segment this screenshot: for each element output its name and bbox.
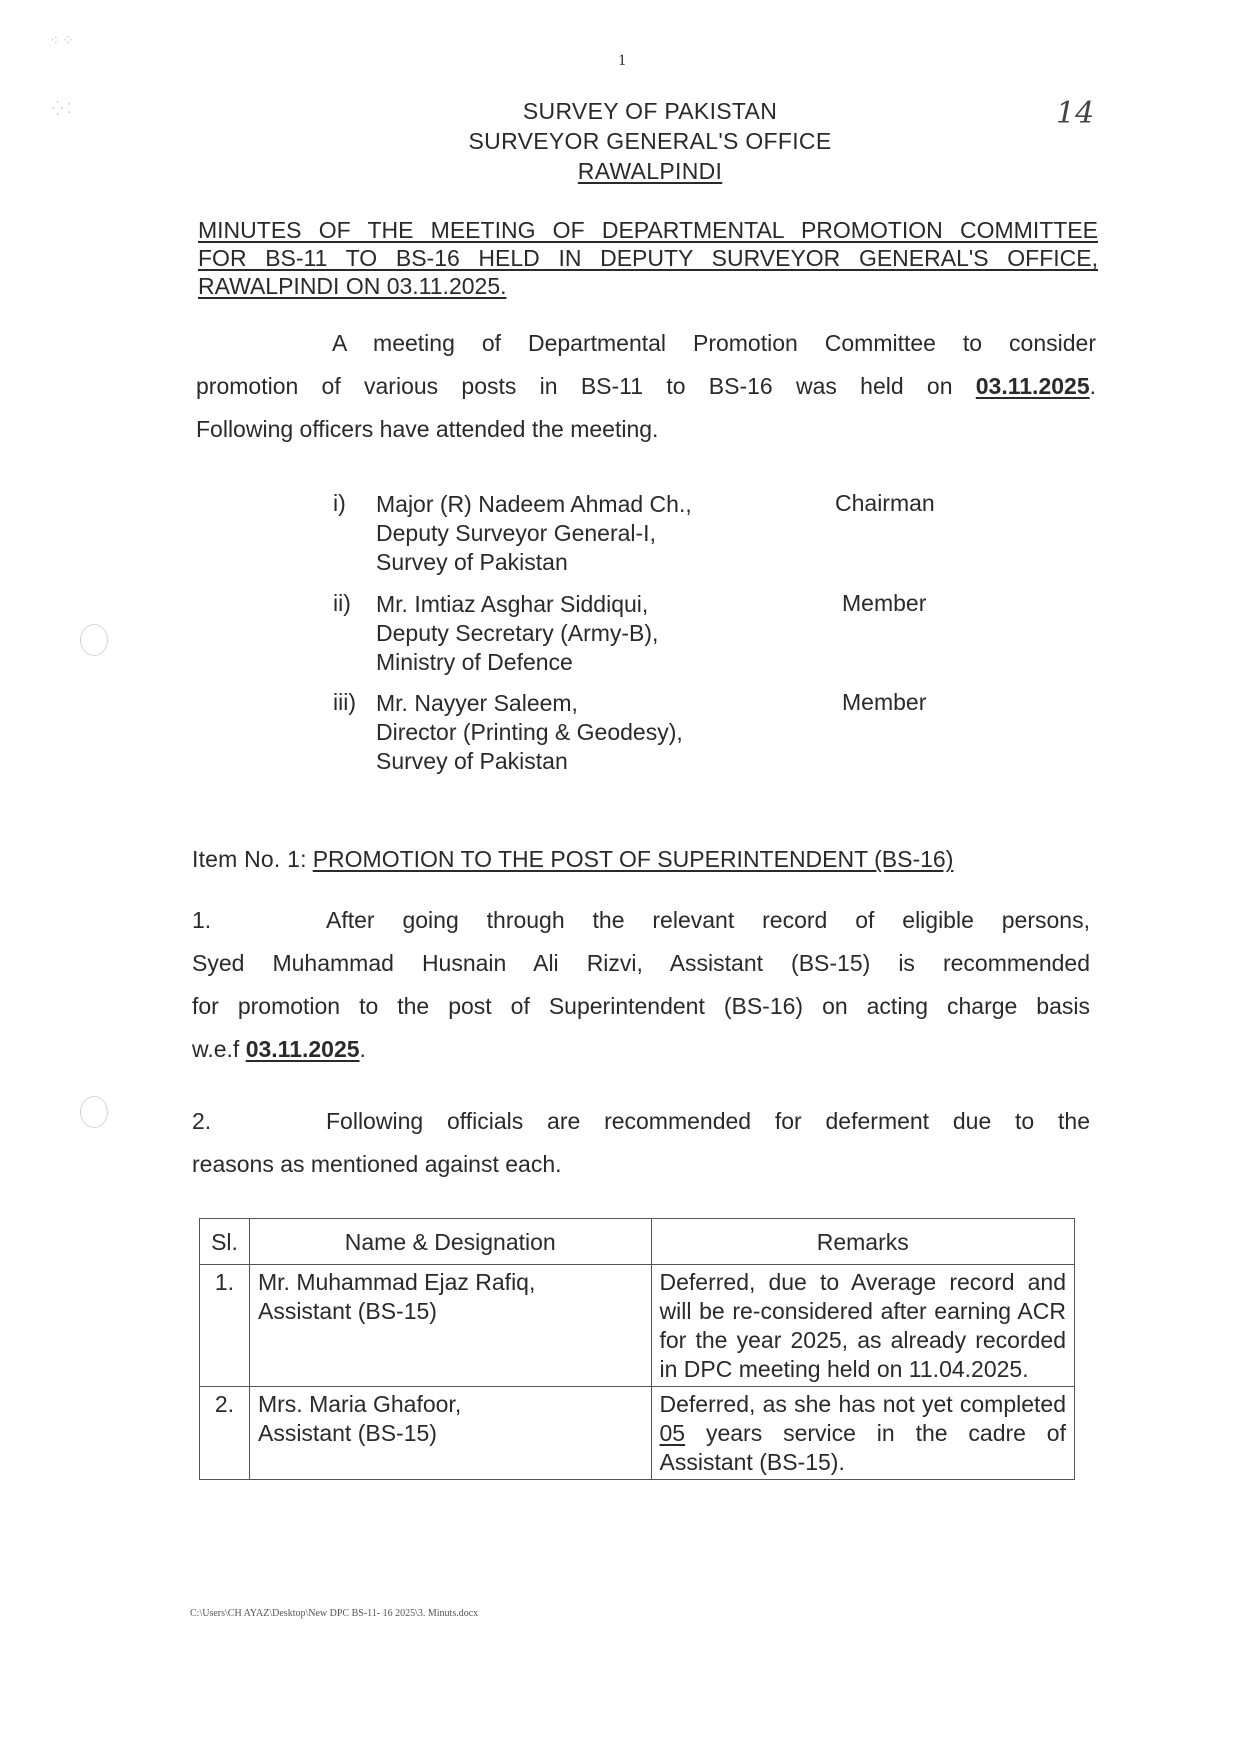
row-designation: Assistant (BS-15) <box>257 1298 437 1324</box>
row-remarks-text-end: years service in the cadre of Assistant (BS-15). <box>659 1420 1066 1475</box>
header-city <box>0 158 1244 185</box>
row-serial: 1. <box>200 1265 250 1387</box>
deferment-table <box>199 1218 1075 1480</box>
paragraph-2-number: 2. <box>192 1108 212 1134</box>
agenda-item-label: Item No. 1: <box>192 846 307 872</box>
title-line-2: FOR BS-11 TO BS-16 HELD IN DEPUTY SURVEYOR GENERAL'S OFFICE, <box>198 245 1098 271</box>
paragraph-1-number: 1. <box>192 907 212 933</box>
member-name: Mr. Nayyer Saleem, <box>376 690 578 716</box>
member-designation: Deputy Secretary (Army-B), <box>376 620 659 646</box>
member-designation: Director (Printing & Geodesy), <box>376 719 683 745</box>
scan-smudge: ⁛ ⁚ <box>52 100 72 116</box>
header-org: SURVEY OF PAKISTAN <box>522 98 778 124</box>
agenda-item-title: PROMOTION TO THE POST OF SUPERINTENDENT (BS-16) <box>312 846 954 872</box>
punch-hole <box>80 1096 108 1128</box>
page-number: 1 <box>618 52 626 69</box>
intro-line-2-text: promotion of various posts in BS-11 to BS-16 was held on <box>196 373 976 399</box>
member-name: Major (R) Nadeem Ahmad Ch., <box>376 491 692 517</box>
intro-line-3: Following officers have attended the meeting. <box>196 416 659 442</box>
meeting-date: 03.11.2025 <box>975 373 1090 399</box>
member-role: Member <box>842 689 927 715</box>
member-number: iii) <box>333 689 356 715</box>
table-row <box>200 1387 1075 1480</box>
member-details <box>376 689 776 776</box>
paragraph-1-line-1: After going through the relevant record of eligible persons, <box>326 907 1090 933</box>
member-details <box>376 590 776 677</box>
column-header-name: Name & Designation <box>249 1219 651 1265</box>
footer-file-path: C:\Users\CH AYAZ\Desktop\New DPC BS-11- 16 2025\3. Minuts.docx <box>190 1608 479 1619</box>
intro-line-1: A meeting of Departmental Promotion Committee to consider <box>332 330 1096 356</box>
paragraph-2-line-2: reasons as mentioned against each. <box>192 1151 562 1177</box>
row-serial: 2. <box>200 1387 250 1480</box>
handwritten-page-mark: 14 <box>1056 96 1095 131</box>
intro-line-2 <box>196 365 1096 408</box>
row-remarks-text: Deferred, as she has not yet completed <box>659 1391 1066 1417</box>
table-row <box>200 1265 1075 1387</box>
member-role: Member <box>842 590 927 616</box>
member-organisation: Ministry of Defence <box>376 649 573 675</box>
row-designation: Assistant (BS-15) <box>257 1420 437 1446</box>
row-remarks: Deferred, due to Average record and will be re-considered after earning ACR for the year 2025, as already recorded in DPC meeting held on 11.04.2025. <box>651 1265 1075 1387</box>
paragraph-1-line-4-end: . <box>359 1036 366 1062</box>
header-office: SURVEYOR GENERAL'S OFFICE <box>468 128 832 154</box>
title-line-1: MINUTES OF THE MEETING OF DEPARTMENTAL PROMOTION COMMITTEE <box>198 217 1098 243</box>
paragraph-1 <box>192 899 1090 1071</box>
scan-smudge: ⁖ ⁘ <box>50 32 74 48</box>
paragraph-2-line-1: Following officials are recommended for deferment due to the <box>326 1108 1090 1134</box>
row-name: Mr. Muhammad Ejaz Rafiq, <box>257 1269 536 1295</box>
row-remarks <box>651 1387 1075 1480</box>
member-organisation: Survey of Pakistan <box>376 549 568 575</box>
paragraph-1-line-3: for promotion to the post of Superintendent (BS-16) on acting charge basis <box>192 993 1090 1019</box>
paragraph-2 <box>192 1100 1090 1186</box>
row-name-designation <box>249 1265 651 1387</box>
row-remarks-years: 05 <box>659 1420 686 1446</box>
intro-paragraph <box>196 322 1096 451</box>
member-details <box>376 490 776 577</box>
row-name-designation <box>249 1387 651 1480</box>
title-line-3: RAWALPINDI ON 03.11.2025. <box>198 273 507 299</box>
paragraph-1-line-4-text: w.e.f <box>192 1036 246 1062</box>
table-header-row <box>200 1219 1075 1265</box>
member-number: i) <box>333 490 346 516</box>
column-header-sl: Sl. <box>200 1219 250 1265</box>
punch-hole <box>80 624 108 656</box>
member-designation: Deputy Surveyor General-I, <box>376 520 656 546</box>
header-city-text: RAWALPINDI <box>577 158 723 184</box>
member-organisation: Survey of Pakistan <box>376 748 568 774</box>
member-name: Mr. Imtiaz Asghar Siddiqui, <box>376 591 649 617</box>
row-name: Mrs. Maria Ghafoor, <box>257 1391 462 1417</box>
paragraph-1-line-4 <box>192 1028 1090 1071</box>
paragraph-1-line-2: Syed Muhammad Husnain Ali Rizvi, Assistant (BS-15) is recommended <box>192 950 1090 976</box>
agenda-item-heading <box>192 846 953 873</box>
column-header-remarks: Remarks <box>651 1219 1075 1265</box>
intro-line-2-end: . <box>1089 373 1096 399</box>
member-number: ii) <box>333 590 351 616</box>
member-role: Chairman <box>835 490 935 516</box>
promotion-date: 03.11.2025 <box>245 1036 360 1062</box>
